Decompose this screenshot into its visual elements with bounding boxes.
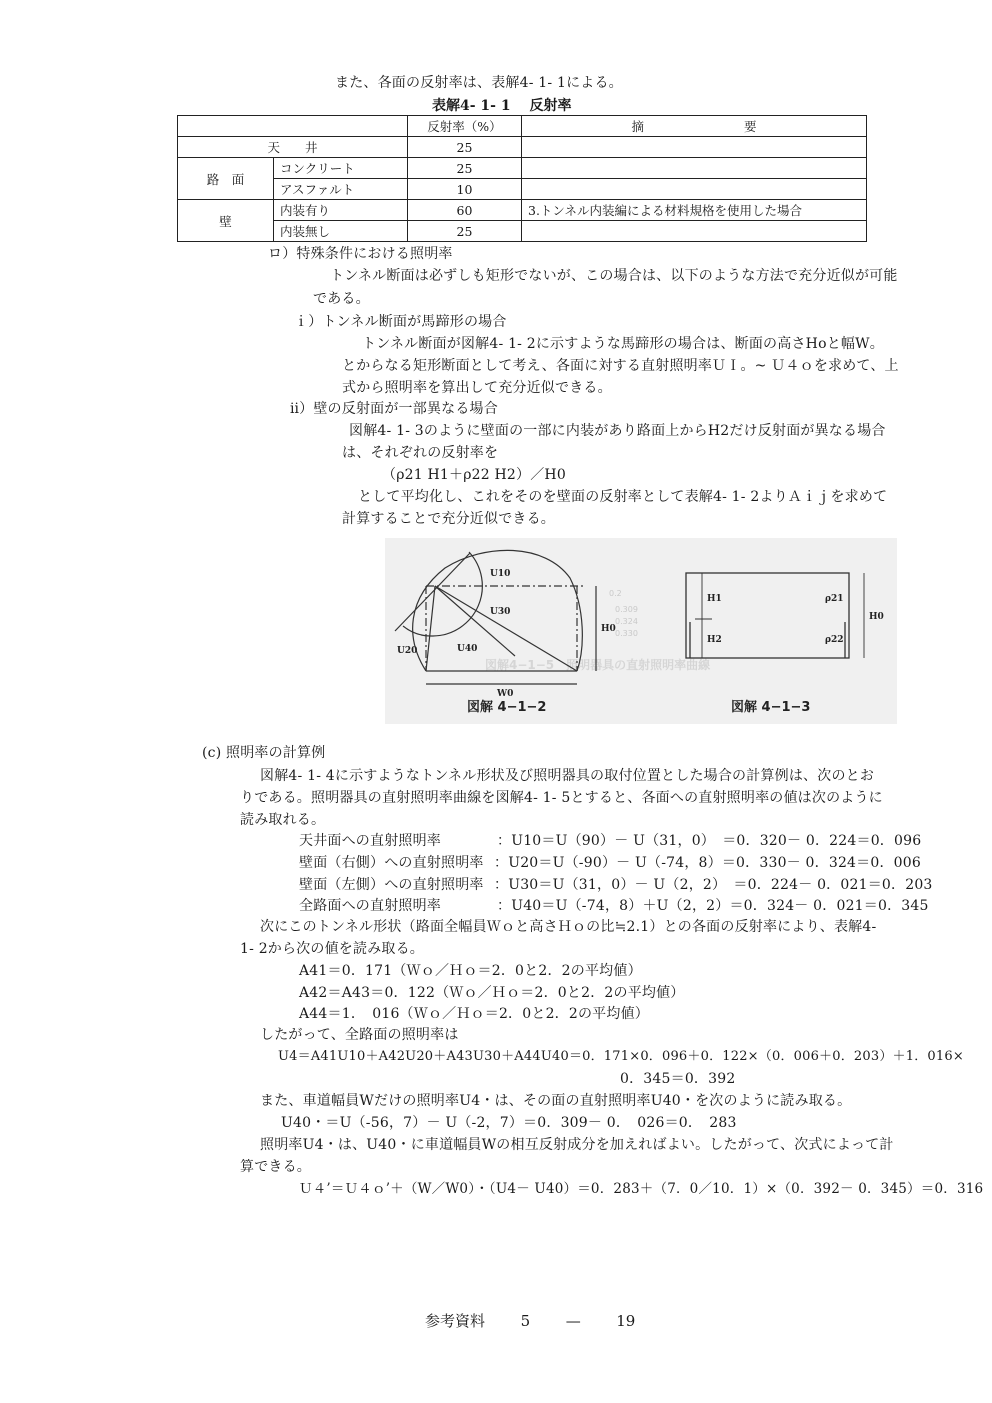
calc-expr: ：U30＝U（31，0）－ U（2，2） ＝0．224－ 0．021＝0．203 bbox=[494, 877, 933, 893]
tangent-line bbox=[395, 553, 470, 631]
row-sub: 内装有り bbox=[274, 200, 408, 221]
footer-chapter: 5 bbox=[520, 1312, 531, 1330]
rectangle-diagram bbox=[686, 573, 864, 658]
table-row bbox=[178, 200, 867, 221]
header-reflectance: 反射率（%） bbox=[408, 116, 522, 137]
bleed-text: 0.2 bbox=[609, 589, 622, 598]
therefore-text: したがって、全路面の照明率は bbox=[260, 1027, 459, 1043]
bleed-text: 0.324 bbox=[615, 617, 638, 626]
case-ii-line2: は、それぞれの反射率を bbox=[342, 445, 499, 461]
row-note bbox=[522, 137, 867, 158]
row-group: 天 井 bbox=[178, 137, 408, 158]
row-value: 10 bbox=[408, 179, 522, 200]
row-value: 25 bbox=[408, 137, 522, 158]
figure-caption-4-1-2: 図解 4−1−2 bbox=[467, 700, 547, 715]
case-ii-formula: （ρ21 H1＋ρ22 H2）／H0 bbox=[382, 467, 566, 483]
figure-drawings bbox=[385, 538, 897, 724]
table-row bbox=[178, 179, 867, 200]
row-note: 3.トンネル内装編による材料規格を使用した場合 bbox=[522, 200, 867, 221]
footer-label: 参考資料 bbox=[425, 1312, 486, 1330]
label-u20: U20 bbox=[397, 646, 418, 656]
table-row bbox=[178, 221, 867, 242]
footer-dash: — bbox=[565, 1312, 581, 1330]
row-group: 壁 bbox=[178, 200, 274, 242]
u4-formula-line1: U4＝A41U10＋A42U20＋A43U30＋A44U40＝0．171×0．096＋0．122×（0．006＋0．203）＋1．016× bbox=[278, 1049, 964, 1064]
bleed-caption: 図解4−1−5 照明器具の直射照明率曲線 bbox=[485, 658, 711, 672]
table-header-row bbox=[178, 116, 867, 137]
label-w0: W0 bbox=[497, 689, 514, 699]
label-h1: H1 bbox=[707, 594, 722, 604]
calc-label: 天井面への直射照明率 bbox=[299, 833, 441, 849]
table-title: 表解4- 1- 1 反射率 bbox=[432, 98, 572, 114]
also-text: また、車道幅員Wだけの照明率U4・は、その面の直射照明率U40・を次のように読み取る。 bbox=[260, 1093, 852, 1109]
section-c-heading: (c) 照明率の計算例 bbox=[202, 745, 326, 761]
section-rect bbox=[686, 573, 849, 658]
label-rho22: ρ22 bbox=[825, 635, 844, 645]
case-i-heading: ｉ）トンネル断面が馬蹄形の場合 bbox=[294, 314, 507, 330]
section-ro-p1b: である。 bbox=[313, 291, 370, 307]
case-i-line3: 式から照明率を算出して充分近似できる。 bbox=[342, 380, 612, 396]
case-ii-heading: ⅱ）壁の反射面が一部異なる場合 bbox=[290, 401, 498, 417]
label-u40: U40 bbox=[457, 644, 478, 654]
row-sub: コンクリート bbox=[274, 158, 408, 179]
angle-arc bbox=[403, 552, 482, 636]
case-i-line2: とからなる矩形断面として考え、各面に対する直射照明率ＵＩ。~ Ｕ４ｏを求めて、上 bbox=[342, 358, 899, 374]
header-blank bbox=[178, 116, 408, 137]
label-u10: U10 bbox=[490, 569, 511, 579]
section-c-p1: 図解4- 1- 4に示すようなトンネル形状及び照明器具の取付位置とした場合の計算例は、次のとお bbox=[260, 768, 875, 784]
remark-line1: 照明率U4・は、U40・に車道幅員Wの相互反射成分を加えればよい。したがって、次式によって計 bbox=[260, 1137, 894, 1153]
label-h0: H0 bbox=[869, 612, 884, 622]
row-value: 60 bbox=[408, 200, 522, 221]
table-row bbox=[178, 137, 867, 158]
remark-line2: 算できる。 bbox=[240, 1159, 311, 1175]
next-line1: 次にこのトンネル形状（路面全幅員Ｗｏと高さＨｏの比≒2.1）との各面の反射率により、表解4- bbox=[260, 919, 877, 935]
section-c-p3: 読み取れる。 bbox=[240, 812, 326, 828]
case-i-line1: トンネル断面が図解4- 1- 2に示すような馬蹄形の場合は、断面の高さHoと幅W。 bbox=[362, 336, 884, 352]
case-ii-line1: 図解4- 1- 3のように壁面の一部に内装があり路面上からH2だけ反射面が異なる場合 bbox=[349, 423, 886, 439]
label-h2: H2 bbox=[707, 635, 722, 645]
footer-page-number: 19 bbox=[616, 1312, 636, 1330]
row-sub: 内装無し bbox=[274, 221, 408, 242]
calc-expr: ：U20＝U（-90）－ U（-74，8）＝0．330－ 0．324＝0．006 bbox=[494, 855, 921, 871]
header-note: 摘 要 bbox=[522, 116, 867, 137]
calc-label: 全路面への直射照明率 bbox=[299, 898, 441, 914]
figure-panel bbox=[385, 538, 897, 724]
bleed-text: 0.330 bbox=[615, 629, 638, 638]
row-value: 25 bbox=[408, 221, 522, 242]
value-a44: A44＝1． 016（Ｗｏ／Ｈｏ＝2．0と2．2の平均値） bbox=[299, 1006, 649, 1022]
bleed-text: 0.309 bbox=[615, 605, 638, 614]
section-c-p2: りである。照明器具の直射照明率曲線を図解4- 1- 5とすると、各面への直射照明率の値は次のように bbox=[240, 790, 883, 806]
value-a42: A42＝A43＝0．122（Ｗｏ／Ｈｏ＝2．0と2．2の平均値） bbox=[299, 985, 685, 1001]
calc-label: 壁面（右側）への直射照明率 bbox=[299, 855, 484, 871]
row-note bbox=[522, 158, 867, 179]
final-formula: Ｕ４’＝Ｕ４ｏ’＋（W／W0）・（U4－ U40）＝0．283＋（7．0／10．1）×（0．392－ 0．345）＝0．316 bbox=[299, 1181, 984, 1197]
label-h0: H0 bbox=[601, 624, 616, 634]
u4-formula-line2: 0．345＝0．392 bbox=[620, 1071, 736, 1087]
row-value: 25 bbox=[408, 158, 522, 179]
label-rho21: ρ21 bbox=[825, 594, 844, 604]
section-ro-p1: トンネル断面は必ずしも矩形でないが、この場合は、以下のような方法で充分近似が可能 bbox=[330, 268, 898, 284]
intro-text: また、各面の反射率は、表解4- 1- 1による。 bbox=[335, 75, 623, 91]
value-a41: A41＝0．171（Ｗｏ／Ｈｏ＝2．0と2．2の平均値） bbox=[299, 963, 642, 979]
reflectance-table bbox=[177, 115, 867, 242]
calc-expr: ：U10＝U（90）－ U（31，0） ＝0．320－ 0．224＝0．096 bbox=[497, 833, 922, 849]
ray-u20 bbox=[426, 586, 435, 671]
row-note bbox=[522, 179, 867, 200]
u40-formula: U40・＝U（-56，7）－ U（-2，7）＝0．309－ 0． 026＝0． 283 bbox=[281, 1115, 737, 1131]
row-group: 路 面 bbox=[178, 158, 274, 200]
next-line2: 1- 2から次の値を読み取る。 bbox=[240, 941, 424, 957]
section-ro-heading: ロ）特殊条件における照明率 bbox=[268, 246, 453, 262]
figure-caption-4-1-3: 図解 4−1−3 bbox=[731, 700, 811, 715]
row-sub: アスファルト bbox=[274, 179, 408, 200]
calc-label: 壁面（左側）への直射照明率 bbox=[299, 877, 484, 893]
calc-expr: ：U40＝U（-74，8）＋U（2，2）＝0．324－ 0．021＝0．345 bbox=[497, 898, 929, 914]
label-u30: U30 bbox=[490, 607, 511, 617]
table-row bbox=[178, 158, 867, 179]
case-ii-line3: として平均化し、これをそのを壁面の反射率として表解4- 1- 2よりＡｉｊを求めて bbox=[358, 489, 888, 505]
page-footer bbox=[425, 1310, 635, 1331]
case-ii-line4: 計算することで充分近似できる。 bbox=[342, 511, 555, 527]
row-note bbox=[522, 221, 867, 242]
